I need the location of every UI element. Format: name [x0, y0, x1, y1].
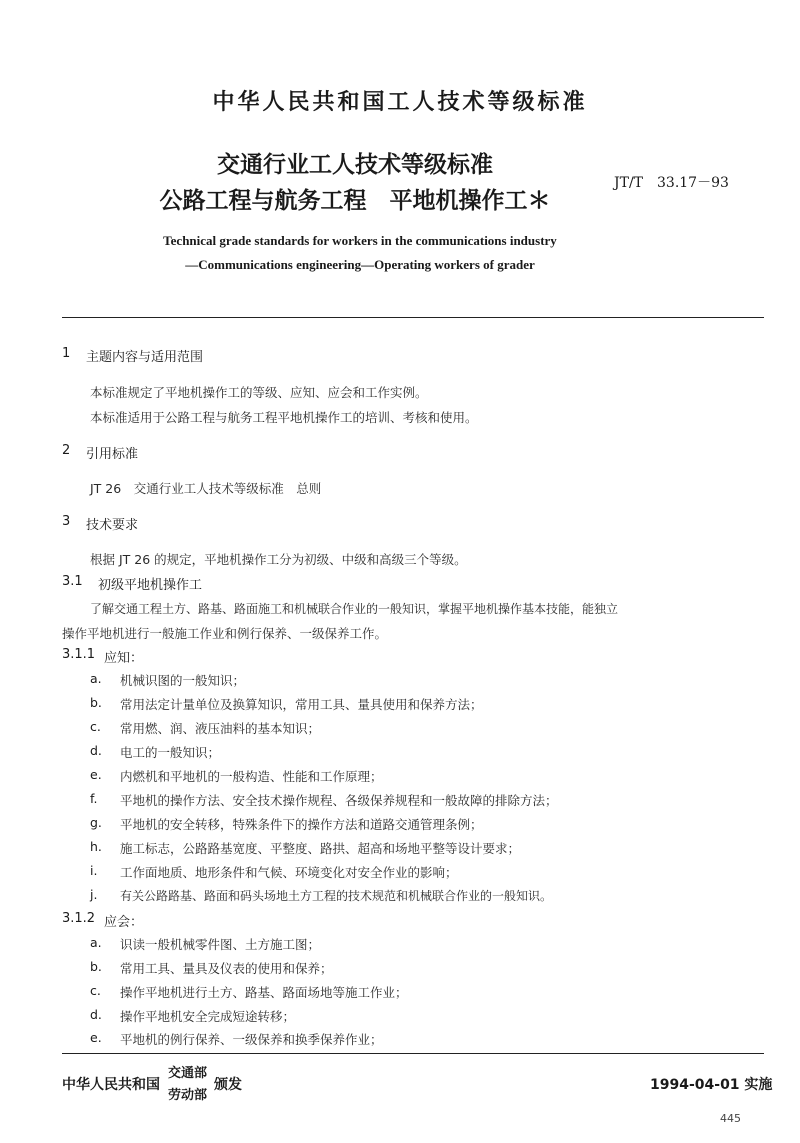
list-item-text: 常用工具、量具及仪表的使用和保养； [120, 961, 333, 976]
list-item-text: 内燃机和平地机的一般构造、性能和工作原理； [120, 769, 383, 784]
list-item-text: 平地机的安全转移，特殊条件下的操作方法和道路交通管理条例； [120, 817, 483, 832]
section-1-number: 1 [62, 346, 71, 361]
list-item-label: i. [90, 863, 98, 878]
national-standard-heading: 中华人民共和国工人技术等级标准 [212, 90, 588, 115]
list-item-text: 平地机的操作方法、安全技术操作规程、各级保养规程和一般故障的排除方法； [120, 793, 558, 808]
list-item-label: e. [90, 1030, 102, 1045]
section-3-title: 技术要求 [86, 518, 139, 533]
list-item-label: c. [90, 719, 101, 734]
list-item-text: 操作平地机进行土方、路基、路面场地等施工作业； [120, 985, 408, 1000]
footer-dept-labor: 劳动部 [168, 1088, 208, 1103]
section-1-paragraph-2: 本标准适用于公路工程与航务工程平地机操作工的培训、考核和使用。 [90, 410, 478, 425]
header-divider [62, 317, 764, 318]
list-item-label: j. [90, 887, 98, 902]
standard-title-line1: 交通行业工人技术等级标准 [217, 152, 493, 178]
section-3-1-1-title: 应知： [104, 651, 144, 666]
section-1-title: 主题内容与适用范围 [86, 350, 204, 365]
section-3-1-2-title: 应会： [104, 915, 144, 930]
list-item-text: 电工的一般知识； [120, 745, 221, 760]
footer-issued: 颁发 [214, 1077, 242, 1093]
section-1-paragraph-1: 本标准规定了平地机操作工的等级、应知、应会和工作实例。 [90, 385, 428, 400]
standard-code: JT/T 33.17－93 [614, 175, 729, 191]
list-item-text: 工作面地质、地形条件和气候、环境变化对安全作业的影响； [120, 865, 458, 880]
footer-dept-transport: 交通部 [168, 1066, 208, 1081]
page-number: 445 [720, 1112, 741, 1125]
list-item-text: 有关公路路基、路面和码头场地土方工程的技术规范和机械联合作业的一般知识。 [120, 889, 553, 903]
list-item-label: a. [90, 935, 102, 950]
list-item-text: 操作平地机安全完成短途转移； [120, 1009, 296, 1024]
footer-country: 中华人民共和国 [62, 1077, 160, 1093]
list-item-text: 施工标志，公路路基宽度、平整度、路拱、超高和场地平整等设计要求； [120, 841, 521, 856]
list-item-label: e. [90, 767, 102, 782]
standard-title-line2: 公路工程与航务工程 平地机操作工＊ [159, 188, 551, 214]
section-3-1-1-number: 3.1.1 [62, 647, 96, 662]
footer-implementation-date: 1994-04-01 实施 [650, 1077, 773, 1093]
section-3-1-number: 3.1 [62, 574, 83, 589]
list-item-label: a. [90, 671, 102, 686]
footer-divider [62, 1053, 764, 1054]
section-2-title: 引用标准 [86, 447, 139, 462]
list-item-label: g. [90, 815, 102, 830]
list-item-text: 机械识图的一般知识； [120, 673, 246, 688]
section-3-1-title: 初级平地机操作工 [98, 578, 203, 593]
list-item-label: h. [90, 839, 102, 854]
list-item-text: 常用法定计量单位及换算知识，常用工具、量具使用和保养方法； [120, 697, 483, 712]
list-item-label: d. [90, 743, 102, 758]
list-item-label: b. [90, 959, 102, 974]
list-item-text: 常用燃、润、液压油料的基本知识； [120, 721, 321, 736]
english-title-line2: —Communications engineering—Operating workers of grader [185, 257, 535, 272]
list-item-label: d. [90, 1007, 102, 1022]
section-3-1-2-number: 3.1.2 [62, 911, 96, 926]
section-3-1-paragraph-1: 了解交通工程土方、路基、路面施工和机械联合作业的一般知识，掌握平地机操作基本技能，能独立 [90, 602, 619, 616]
list-item-label: f. [90, 791, 98, 806]
section-2-number: 2 [62, 443, 71, 458]
section-3-1-paragraph-2: 操作平地机进行一般施工作业和例行保养、一级保养工作。 [62, 626, 388, 641]
section-3-number: 3 [62, 514, 71, 529]
list-item-label: b. [90, 695, 102, 710]
list-item-text: 识读一般机械零件图、土方施工图； [120, 937, 321, 952]
section-3-paragraph-1: 根据 JT 26 的规定，平地机操作工分为初级、中级和高级三个等级。 [90, 552, 467, 567]
section-2-paragraph-1: JT 26 交通行业工人技术等级标准 总则 [90, 481, 322, 496]
list-item-label: c. [90, 983, 101, 998]
english-title-line1: Technical grade standards for workers in the communications industry [163, 233, 557, 248]
list-item-text: 平地机的例行保养、一级保养和换季保养作业； [120, 1032, 383, 1047]
